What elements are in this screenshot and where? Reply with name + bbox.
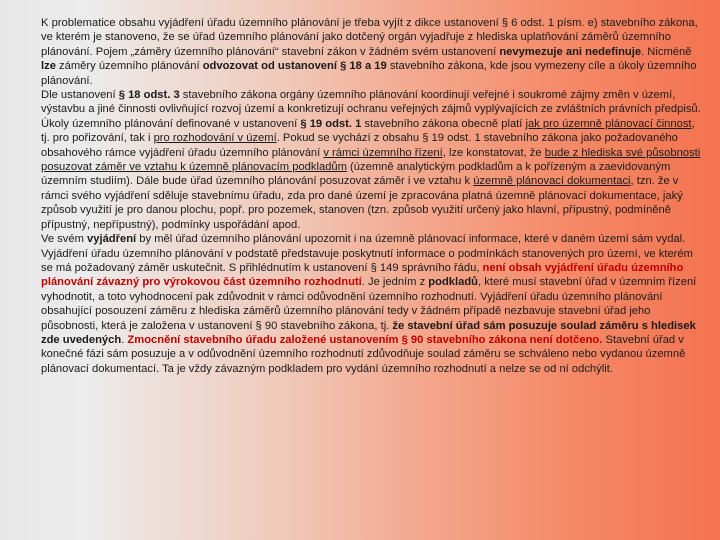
text-run: , které musí stavební úřad v územním řízení vyhodnotit, a toto vyhodnocení pak zdůvodnit v rámci odůvodnění územního rozhodnutí. Vyjádření úřadu územního plánování obsahující posouzení záměru z hlediska záměrů územního plánování tedy v žádném případě nezbavuje stavební úřad jeho působnosti, která je založena v ustanovení § 90 stavebního zákona, tj. — [41, 276, 697, 332]
text-run: by měl úřad územního plánování upozornit i na územně plánovací informace, které v daném území sám vydal. Vyjádření úřadu územního plánování v podstatě představuje poskytnutí informace o podmínkách stanovených pro území, ve kterém se má požadovaný záměr uskutečnit. S přihlédnutím k ustanovení § 149 správního řádu, — [41, 233, 693, 274]
text-run: nevymezuje ani nedefinuje — [499, 45, 642, 58]
document-body — [41, 16, 701, 376]
text-run: jak pro územně plánovací činnost — [525, 117, 692, 130]
text-run: , tj. pro pořizování, tak i — [41, 117, 695, 145]
text-run: . Pokud se vychází z obsahu § 19 odst. 1 stavebního zákona jako požadovaného obsahového rámce vyjádření úřadu územního plánování — [41, 132, 678, 159]
text-run: podkladů — [428, 276, 479, 289]
text-run: Stavební úřad v konečné fázi sám posuzuje a v odůvodnění územního rozhodnutí zdůvodňuje soulad záměru se schváleno nebo vydanou územně plánovací dokumentací. Ta je vždy závazným podkladem pro vydání územního rozhodnutí a nelze se od ní odchýlit. — [41, 333, 686, 375]
text-run: záměry územního plánování — [55, 60, 203, 73]
text-run: že stavební úřad sám posuzuje soulad záměru s hledisek zde uvedených — [41, 319, 696, 346]
text-run: lze — [41, 60, 56, 73]
text-run: vyjádření — [87, 233, 137, 246]
paragraph — [41, 16, 701, 88]
text-run: Úkoly územního plánování definované v ustanovení — [41, 117, 301, 130]
text-run: (územně analytickým podkladům a k pořízeným a zaevidovaným územním studiím). Dále bude úřad územního plánování posuzovat záměr i ve vztahu k — [41, 161, 671, 188]
text-run: , lze konstatovat, že — [442, 146, 545, 159]
paragraph — [41, 117, 701, 232]
text-run: Zmocnění stavebního úřadu založené ustanovením § 90 stavebního zákona není dotčeno. — [127, 333, 603, 346]
text-run: v rámci územního řízení — [323, 146, 443, 159]
text-run: Ve svém — [41, 233, 88, 246]
text-run: . Je jedním z — [361, 276, 429, 289]
text-run: § 18 odst. 3 — [118, 89, 180, 102]
text-run: Dle ustanovení — [41, 89, 119, 102]
text-run: bude z hlediska své působnosti posuzovat záměr ve vztahu k územně plánovacím podkladům — [41, 146, 701, 174]
text-run: K problematice obsahu vyjádření úřadu územního plánování je třeba vyjít z dikce ustanovení § 6 odst. 1 písm. e) stavebního zákona, ve kterém je stanoveno, že se úřad územního plánování jako dotčený orgán vyjadřuje z hlediska uplatňování záměrů územního plánování. Pojem „záměry územního plánování“ stavební zákon v žádném svém ustanovení — [41, 17, 698, 58]
text-run: stavebního zákona orgány územního plánování koordinují veřejné i soukromé zájmy změn v území, výstavbu a jiné činnosti ovlivňující rozvoj území a konkretizují ochranu veřejných zájmů vyplývajících ze zvláštních právních předpisů. — [41, 89, 701, 116]
text-run: . — [121, 333, 128, 346]
paragraph — [41, 232, 701, 376]
text-run: stavebního zákona, kde jsou vymezeny cíle a úkoly územního plánování. — [41, 60, 697, 87]
text-run: není obsah vyjádření úřadu územního plánování závazný pro výrokovou část územního rozhodnutí — [41, 261, 684, 289]
text-run: . Nicméně — [641, 45, 692, 58]
text-run: , tzn. že v rámci svého vyjádření sděluje stavebnímu úřadu, zda pro dané území je zpracována platná územně plánovací dokumentace, jaký způsob využití je pro danou plochu, popř. pro pozemek, stanoven (tzn. způsob využití určený jako hlavní, přípustný, podmíněně přípustný, nepřípustný), podmínky uspořádání apod. — [41, 175, 683, 231]
text-run: § 19 odst. 1 — [300, 117, 362, 130]
text-run: pro rozhodování v území — [153, 132, 277, 145]
paragraph — [41, 88, 701, 117]
text-run: odvozovat od ustanovení § 18 a 19 — [202, 60, 387, 73]
text-run: územně plánovací dokumentaci — [473, 175, 631, 188]
text-run: stavebního zákona obecně platí — [361, 117, 526, 130]
